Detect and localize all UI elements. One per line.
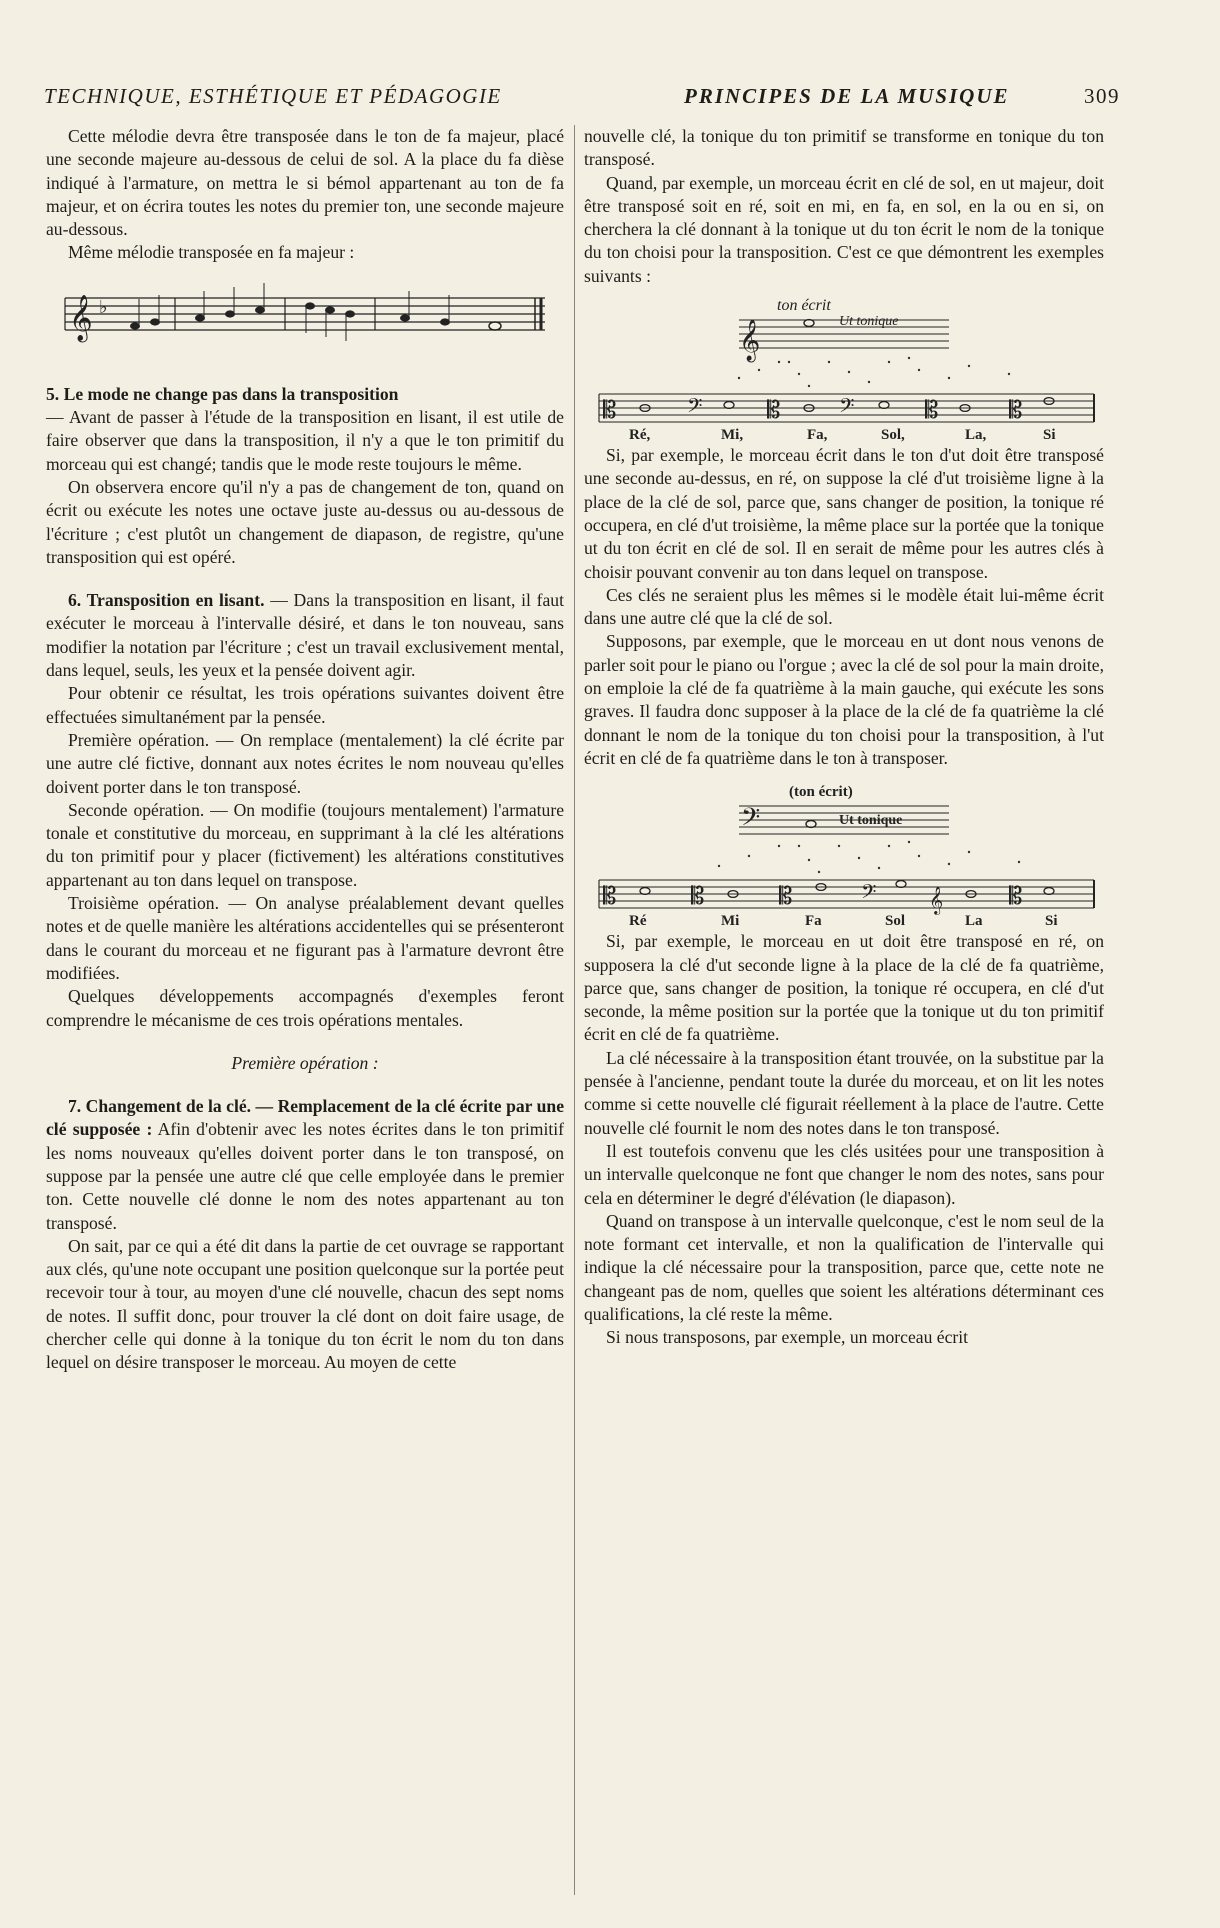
paragraph: Ces clés ne seraient plus les mêmes si le modèle était lui-même écrit dans une autre clé que la clé de sol. — [584, 584, 1104, 629]
svg-text:𝄡: 𝄡 — [925, 398, 939, 425]
note-names — [629, 427, 1056, 443]
paragraph: Même mélodie transposée en fa majeur : — [68, 242, 355, 263]
paragraph: — Avant de passer à l'étude de la transposition en lisant, il est utile de faire observer que dans la transposition, il n'y a que le ton primitif du morceau qui est changé; tandis que le mode reste toujours le même. — [46, 407, 564, 474]
label-ton-ecrit: (ton écrit) — [789, 784, 853, 801]
svg-text:𝄡: 𝄡 — [767, 398, 781, 425]
svg-text:Ré,: Ré, — [629, 427, 651, 444]
svg-text:Mi,: Mi, — [721, 427, 744, 444]
music-example-2 — [589, 780, 1099, 930]
music-staff-fa-majeur — [55, 273, 555, 363]
paragraph: Si nous transposons, par exemple, un morceau écrit — [606, 1327, 969, 1348]
section-7-title: 7. Changement de la clé. — Remplacement de la clé écrite par une clé supposée : — [46, 1096, 564, 1140]
label-ut-tonique: Ut tonique — [839, 813, 903, 829]
paragraph: Pour obtenir ce résultat, les trois opérations suivantes doivent être effectuées simultanément par la pensée. — [46, 683, 564, 727]
page-number: 309 — [1084, 84, 1120, 108]
note-names — [629, 913, 1058, 929]
paragraph: Si, par exemple, le morceau en ut doit être transposé en ré, on supposera la clé d'ut seconde ligne à la place de la clé de fa quatrième, parce que, sans changer de position, la tonique ré occupera, en clé d'ut seconde, la même position sur la portée que la tonique ut du ton primitif écrit en clé de fa quatrième. — [584, 931, 1104, 1045]
staff-notes — [130, 283, 501, 341]
treble-clef-icon: 𝄞 — [739, 320, 761, 361]
paragraph: On sait, par ce qui a été dit dans la partie de cet ouvrage se rapportant aux clés, qu'une note occupant une position quelconque sur la portée peut recevoir tour à tour, au moyen d'une clé nouvelle, chacun des sept noms de notes. Il suffit donc, pour trouver la clé dont on doit faire usage, de chercher celle qui donne à la tonique du ton écrit le nom du ton dans lequel on désire transposer le morceau. Au moyen de cette — [46, 1235, 564, 1373]
label-ut-tonique: Ut tonique — [839, 314, 899, 330]
svg-text:Sol: Sol — [885, 913, 906, 930]
paragraph: On observera encore qu'il n'y a pas de changement de ton, quand on écrit ou exécute les notes une octave juste au-dessus ou au-dessous de l'écriture ; c'est plutôt un changement de diapason, de registre, qu'une transposition qui est opéré. — [46, 476, 564, 567]
paragraph: Il est toutefois convenu que les clés usitées pour une transposition à un intervalle quelconque ne font que changer le nom des notes, sans pour cela en déterminer le degré d'élévation (le diapason). — [584, 1140, 1104, 1208]
music-example-1 — [589, 294, 1099, 444]
svg-text:𝄞: 𝄞 — [929, 888, 944, 915]
paragraph: Quand on transpose à un intervalle quelconque, c'est le nom seul de la note formant cet intervalle, et non la qualification de l'intervalle qui indique la clé nécessaire pour la transposition, parce que, cette note ne changeant pas de nom, quelles que soient les altérations déterminant ces qualifications, la clé reste la même. — [584, 1210, 1104, 1324]
svg-text:𝄢: 𝄢 — [861, 882, 877, 909]
header-right-title: PRINCIPES DE LA MUSIQUE — [684, 84, 1010, 108]
svg-text:𝄡: 𝄡 — [1009, 398, 1023, 425]
label-ton-ecrit: ton écrit — [777, 297, 831, 315]
svg-text:Fa,: Fa, — [807, 427, 828, 444]
paragraph: Supposons, par exemple, que le morceau en ut dont nous venons de parler soit pour le piano ou l'orgue ; avec la clé de sol pour la main droite, on emploie la clé de fa quatrième à la main gauche, qui exécute les sons graves. Il faudra donc supposer à la place de la clé de fa quatrième la clé donnant le nom de la tonique du ton choisi pour la transposition, à l'ut écrit en clé de fa quatrième dans le ton à transposer. — [584, 631, 1104, 768]
paragraph: Seconde opération. — On modifie (toujours mentalement) l'armature tonale et constitutive du morceau, en supprimant à la clé les altérations du ton primitif pour y placer (fictivement) les altérations constitutives appartenant au ton dans lequel on transpose. — [46, 799, 564, 890]
svg-text:𝄡: 𝄡 — [691, 884, 705, 911]
svg-text:𝄡: 𝄡 — [1009, 884, 1023, 911]
running-header — [44, 84, 1120, 112]
svg-text:La: La — [965, 913, 983, 930]
right-column — [584, 125, 1104, 1350]
svg-text:Ré: Ré — [629, 913, 647, 930]
svg-text:𝄡: 𝄡 — [603, 398, 617, 425]
svg-text:Si: Si — [1045, 913, 1058, 930]
column-divider — [574, 125, 575, 1895]
paragraph: nouvelle clé, la tonique du ton primitif se transforme en tonique du ton transposé. — [584, 126, 1104, 170]
svg-text:Mi: Mi — [721, 913, 740, 930]
section-7: 7. Changement de la clé. — Remplacement de la clé écrite par une clé supposée : Afin d'obtenir avec les notes écrites dans le ton primitif les noms nouveaux qu'elles doivent porter dans le ton transposé, on suppose par la pensée une autre clé que celle employée dans le premier ton. Cette nouvelle clé donne le nom des notes appartenant au ton transposé. — [46, 1096, 564, 1233]
section-5-title: 5. Le mode ne change pas dans la transposition — [46, 383, 399, 404]
svg-text:𝄡: 𝄡 — [603, 884, 617, 911]
flat-icon: ♭ — [99, 296, 108, 317]
left-column — [46, 125, 564, 1375]
section-6-title: 6. Transposition en lisant. — [68, 590, 265, 611]
paragraph: Quelques développements accompagnés d'exemples feront comprendre le mécanisme de ces trois opérations mentales. — [46, 986, 564, 1030]
treble-clef-icon: 𝄞 — [69, 294, 93, 340]
svg-text:𝄢: 𝄢 — [687, 396, 703, 423]
subheading-premiere-operation: Première opération : — [231, 1052, 379, 1073]
svg-text:Sol,: Sol, — [881, 427, 905, 444]
paragraph: La clé nécessaire à la transposition étant trouvée, on la substitue par la pensée à l'ancienne, pendant toute la durée du morceau, et on lit les notes comme si cette nouvelle clé figurait réellement à la place de l'autre. Cette nouvelle clé fournit le nom des notes dans le ton transposé. — [584, 1047, 1104, 1138]
svg-text:𝄡: 𝄡 — [779, 884, 793, 911]
paragraph: Première opération. — On remplace (mentalement) la clé écrite par une autre clé fictive, donnant aux notes écrites le nom nouveau qu'elles doivent porter dans le ton transposé. — [46, 729, 564, 797]
svg-text:𝄢: 𝄢 — [839, 396, 855, 423]
paragraph: Quand, par exemple, un morceau écrit en clé de sol, en ut majeur, doit être transposé soit en ré, soit en mi, en fa, en sol, en la ou en si, on cherchera la clé donnant à la tonique ut du ton écrit le nom de la tonique du ton choisi pour la transposition. C'est ce que démontrent les exemples suivants : — [584, 172, 1104, 286]
bass-clef-icon: 𝄢 — [741, 804, 761, 838]
paragraph: Troisième opération. — On analyse préalablement devant quelles notes et de quelle manière les altérations accidentelles qui se présenteront dans le courant du morceau et ne figurant pas à l'armature devront être modifiées. — [46, 893, 564, 983]
header-left-title: TECHNIQUE, ESTHÉTIQUE ET PÉDAGOGIE — [44, 84, 502, 108]
svg-text:Fa: Fa — [805, 913, 822, 930]
paragraph: Si, par exemple, le morceau écrit dans le ton d'ut doit être transposé une seconde au-dessus, en ré, on suppose la clé d'ut troisième ligne à la place de la clé de sol, parce que, sans changer de position, la tonique ré occupera, en clé d'ut troisième, la même place sur la portée que la tonique ut du ton écrit en clé de sol. Il en serait de même pour les autres clés à choisir pouvant convenir au ton dans lequel on transpose. — [584, 445, 1104, 582]
section-6: 6. Transposition en lisant. — Dans la transposition en lisant, il faut exécuter le morceau à l'intervalle désiré, et dans le ton nouveau, sans modifier la notation par l'écriture ; c'est un travail exclusivement mental, dans lequel, seuls, les yeux et la pensée doivent agir. — [46, 590, 564, 681]
svg-text:La,: La, — [965, 427, 987, 444]
svg-text:Si: Si — [1043, 427, 1056, 444]
paragraph: Cette mélodie devra être transposée dans le ton de fa majeur, placé une seconde majeure au-dessous de celui de sol. A la place du fa dièse indiqué à l'armature, on mettra le si bémol appartenant au ton de fa majeur, et on écrira toutes les notes du premier ton, une seconde majeure au-dessous. — [46, 126, 564, 240]
